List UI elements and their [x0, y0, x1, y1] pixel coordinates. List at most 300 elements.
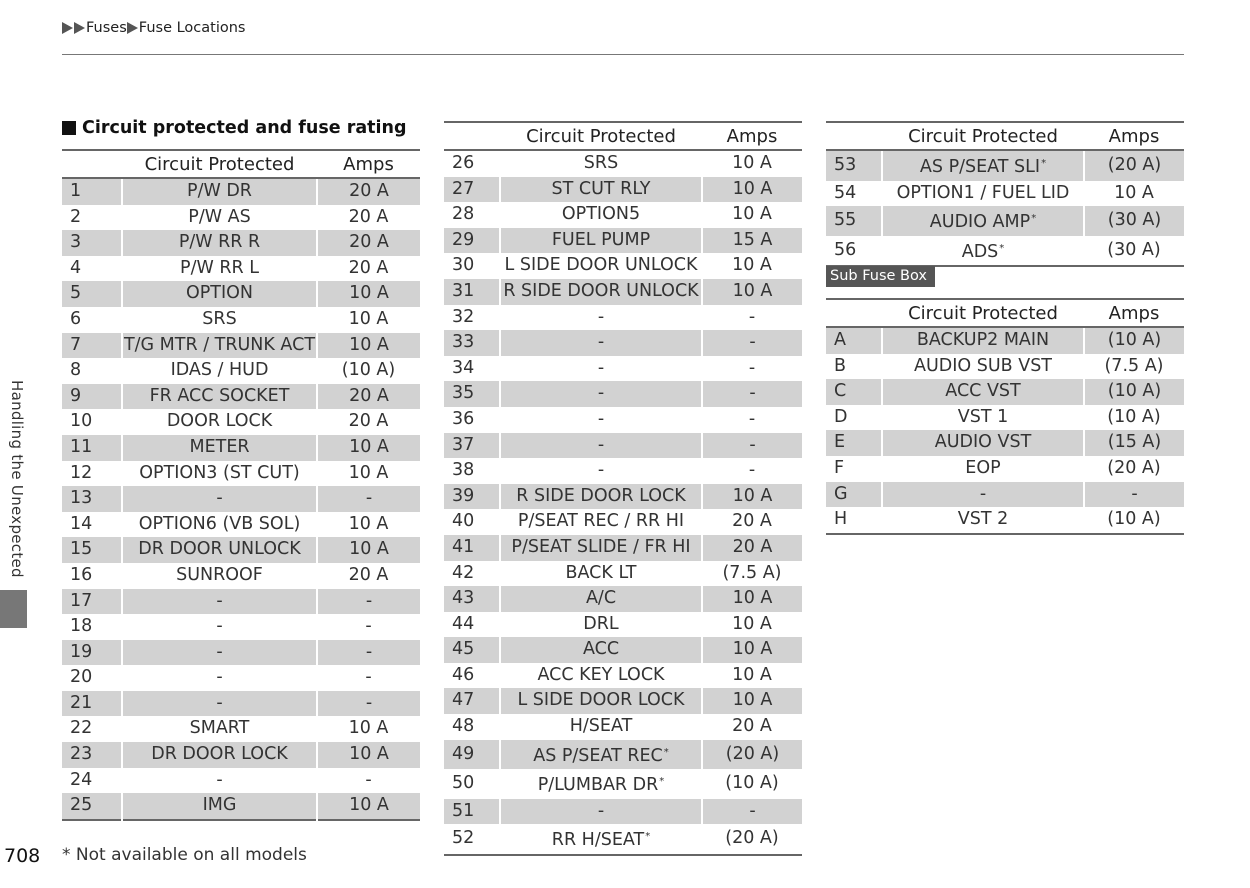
fuse-row — [444, 253, 802, 279]
fuse-number: 37 — [444, 433, 500, 459]
fuse-amps: - — [748, 306, 756, 327]
fuse-number: 6 — [70, 308, 82, 329]
fuse-row — [444, 586, 802, 612]
fuse-amps: - — [748, 408, 756, 429]
fuse-number: 33 — [444, 330, 500, 356]
circuit-protected — [122, 742, 317, 768]
circuit-protected — [500, 586, 702, 612]
header-divider — [62, 54, 1184, 55]
arrow-icon — [62, 22, 73, 34]
fuse-number: 22 — [70, 718, 93, 739]
circuit-name: OPTION — [185, 283, 254, 304]
circuit-name: - — [216, 667, 223, 688]
fuse-row — [444, 824, 802, 855]
circuit-name: - — [216, 590, 223, 611]
fuse-amps: 10 A — [732, 664, 772, 685]
circuit-name: - — [979, 483, 987, 504]
circuit-name: R SIDE DOOR LOCK — [516, 485, 686, 506]
circuit-protected — [122, 409, 317, 435]
fuse-row — [62, 537, 420, 563]
circuit-protected — [882, 456, 1084, 482]
circuit-name: IDAS / HUD — [170, 360, 269, 381]
fuse-row — [444, 663, 802, 689]
not-all-models-mark: * — [1041, 158, 1047, 169]
breadcrumb — [62, 20, 246, 36]
fuse-amps: 10 A — [732, 153, 772, 173]
fuse-amps: 10 A — [1114, 182, 1154, 203]
circuit-name: DOOR LOCK — [166, 411, 273, 432]
fuse-amps: - — [1084, 482, 1184, 508]
fuse-row — [62, 793, 420, 820]
circuit-name: AUDIO SUB VST — [913, 355, 1052, 376]
circuit-protected — [122, 768, 317, 794]
fuse-amps: 10 A — [317, 435, 420, 461]
fuse-row — [444, 458, 802, 484]
circuit-protected — [882, 354, 1084, 380]
circuit-name: DR DOOR LOCK — [151, 744, 288, 765]
fuse-row — [444, 356, 802, 382]
circuit-name: OPTION3 (ST CUT) — [139, 462, 300, 483]
circuit-protected — [882, 150, 1084, 181]
circuit-protected — [122, 486, 317, 512]
circuit-protected — [122, 333, 317, 359]
breadcrumb-item-fuses[interactable]: Fuses — [86, 20, 127, 36]
fuse-row — [62, 640, 420, 666]
circuit-name: DRL — [583, 613, 619, 634]
header-amps: Amps — [702, 122, 802, 150]
fuse-number: 45 — [444, 637, 500, 663]
circuit-protected — [500, 458, 702, 484]
circuit-name: VST 1 — [957, 406, 1009, 427]
fuse-amps: 20 A — [348, 257, 389, 278]
fuse-number: 28 — [452, 204, 475, 225]
fuse-number: 24 — [70, 769, 93, 790]
fuse-amps: 10 A — [317, 281, 420, 307]
fuse-number: 30 — [452, 255, 475, 276]
fuse-number: 38 — [452, 460, 475, 481]
circuit-name: A/C — [585, 588, 617, 609]
fuse-row — [62, 691, 420, 717]
circuit-name: P/W AS — [188, 206, 251, 227]
circuit-protected — [122, 793, 317, 820]
circuit-protected — [882, 236, 1084, 267]
fuse-row — [62, 742, 420, 768]
circuit-protected — [500, 253, 702, 279]
fuse-row — [826, 456, 1184, 482]
fuse-amps: (30 A) — [1107, 239, 1161, 260]
fuse-amps: 20 A — [732, 511, 772, 532]
fuse-table-26-52 — [444, 121, 802, 856]
circuit-protected — [882, 206, 1084, 236]
circuit-name: - — [597, 800, 605, 821]
fuse-amps: 20 A — [348, 206, 389, 227]
circuit-name: SMART — [189, 718, 250, 739]
arrow-icon — [74, 22, 85, 34]
circuit-name: - — [597, 332, 605, 353]
fuse-number: 32 — [452, 306, 475, 327]
fuse-amps: 20 A — [348, 411, 389, 432]
circuit-protected — [500, 663, 702, 689]
not-all-models-mark: * — [999, 242, 1005, 254]
circuit-protected — [500, 305, 702, 331]
arrow-icon — [127, 22, 138, 34]
fuse-amps: 20 A — [732, 716, 772, 737]
circuit-name: OPTION5 — [561, 204, 641, 225]
fuse-row — [444, 714, 802, 740]
fuse-row — [62, 281, 420, 307]
fuse-row — [444, 433, 802, 459]
fuse-number: 48 — [452, 716, 475, 737]
circuit-protected — [122, 640, 317, 666]
fuse-amps: 10 A — [348, 308, 389, 329]
fuse-number: 55 — [826, 206, 882, 236]
fuse-amps: - — [317, 589, 420, 615]
fuse-number: 43 — [444, 586, 500, 612]
circuit-protected — [500, 381, 702, 407]
circuit-name: SUNROOF — [176, 564, 263, 585]
circuit-protected — [882, 379, 1084, 405]
circuit-name: ACC KEY LOCK — [537, 664, 665, 685]
fuse-row — [62, 409, 420, 435]
fuse-row — [62, 205, 420, 231]
circuit-protected — [500, 769, 702, 799]
fuse-number: 5 — [62, 281, 122, 307]
fuse-amps: (7.5 A) — [1104, 355, 1164, 376]
fuse-amps: (15 A) — [1084, 430, 1184, 456]
fuse-amps: (10 A) — [1084, 327, 1184, 354]
fuse-number: 54 — [834, 182, 857, 203]
fuse-number: A — [826, 327, 882, 354]
fuse-amps: 10 A — [702, 637, 802, 663]
circuit-name: T/G MTR / TRUNK ACT — [123, 334, 316, 355]
fuse-amps: 20 A — [317, 384, 420, 410]
not-all-models-mark: * — [659, 776, 665, 788]
fuse-number: 18 — [70, 616, 93, 637]
square-bullet-icon — [62, 121, 76, 135]
circuit-name: AUDIO VST — [934, 432, 1032, 453]
header-no — [826, 122, 882, 150]
fuse-number: 13 — [62, 486, 122, 512]
fuse-number: 26 — [452, 153, 475, 173]
fuse-row — [444, 177, 802, 203]
fuse-number: 3 — [62, 230, 122, 256]
circuit-name: SRS — [583, 153, 619, 173]
header-circuit: Circuit Protected — [500, 122, 702, 150]
circuit-name: VST 2 — [957, 509, 1009, 530]
circuit-protected — [500, 330, 702, 356]
header-amps: Amps — [317, 150, 420, 178]
circuit-name: P/W RR L — [180, 257, 259, 278]
fuse-row — [826, 430, 1184, 456]
circuit-protected — [500, 407, 702, 433]
fuse-amps: (20 A) — [725, 828, 779, 849]
fuse-number: 15 — [62, 537, 122, 563]
circuit-protected — [882, 327, 1084, 354]
fuse-number: 19 — [62, 640, 122, 666]
circuit-protected — [500, 177, 702, 203]
fuse-number: 35 — [444, 381, 500, 407]
fuse-number: C — [826, 379, 882, 405]
fuse-number: D — [834, 406, 848, 427]
fuse-amps: (10 A) — [1107, 406, 1161, 427]
fuse-amps: (20 A) — [702, 740, 802, 770]
circuit-name: SRS — [202, 308, 237, 329]
fuse-number: 29 — [444, 228, 500, 254]
fuse-amps: (10 A) — [725, 773, 779, 794]
circuit-name: L SIDE DOOR UNLOCK — [504, 255, 698, 276]
circuit-protected — [500, 433, 702, 459]
fuse-row — [62, 589, 420, 615]
fuse-number: 4 — [70, 257, 82, 278]
fuse-amps: - — [748, 357, 756, 378]
fuse-amps: 10 A — [317, 537, 420, 563]
fuse-number: 44 — [452, 613, 475, 634]
fuse-row — [826, 150, 1184, 181]
fuse-number: 12 — [70, 462, 93, 483]
section-title — [62, 118, 407, 138]
circuit-name: RR H/SEAT — [551, 830, 645, 851]
fuse-row — [826, 236, 1184, 267]
circuit-name: - — [597, 408, 605, 429]
fuse-amps: (10 A) — [1107, 509, 1161, 530]
circuit-protected — [500, 509, 702, 535]
fuse-amps: 10 A — [317, 793, 420, 820]
fuse-number: 21 — [62, 691, 122, 717]
fuse-amps: (20 A) — [1084, 150, 1184, 181]
fuse-amps: - — [317, 486, 420, 512]
fuse-row — [444, 769, 802, 799]
not-all-models-mark: * — [645, 831, 651, 843]
fuse-amps: - — [365, 769, 372, 790]
header-no — [826, 299, 882, 327]
fuse-amps: (10 A) — [341, 360, 396, 381]
fuse-number: 51 — [444, 799, 500, 825]
fuse-amps: - — [317, 640, 420, 666]
fuse-number: 11 — [62, 435, 122, 461]
fuse-number: 36 — [452, 408, 475, 429]
fuse-row — [62, 256, 420, 282]
fuse-row — [62, 512, 420, 538]
circuit-name: H/SEAT — [569, 716, 633, 737]
circuit-name: OPTION6 (VB SOL) — [138, 513, 301, 534]
fuse-row — [444, 150, 802, 177]
fuse-number: 16 — [70, 564, 93, 585]
circuit-protected — [122, 614, 317, 640]
fuse-amps: (10 A) — [1084, 379, 1184, 405]
fuse-number: 56 — [834, 239, 857, 260]
circuit-protected — [122, 461, 317, 487]
circuit-protected — [882, 482, 1084, 508]
header-circuit: Circuit Protected — [122, 150, 317, 178]
fuse-amps: 20 A — [317, 178, 420, 205]
fuse-amps: - — [365, 667, 372, 688]
circuit-protected — [500, 688, 702, 714]
fuse-row — [444, 740, 802, 770]
circuit-name: IMG — [202, 795, 237, 816]
circuit-protected — [122, 537, 317, 563]
circuit-name: - — [597, 306, 605, 327]
fuse-number: 46 — [452, 664, 475, 685]
circuit-name: METER — [189, 436, 250, 457]
circuit-protected — [500, 279, 702, 305]
fuse-number: 49 — [444, 740, 500, 770]
circuit-name: EOP — [965, 457, 1001, 478]
fuse-number: E — [826, 430, 882, 456]
fuse-amps: 10 A — [317, 742, 420, 768]
fuse-amps: 10 A — [702, 586, 802, 612]
fuse-number: 34 — [452, 357, 475, 378]
fuse-number: 53 — [826, 150, 882, 181]
fuse-row — [444, 484, 802, 510]
circuit-name: L SIDE DOOR LOCK — [517, 690, 685, 711]
sub-fuse-box-table — [826, 298, 1184, 535]
fuse-row — [444, 202, 802, 228]
not-all-models-mark: * — [663, 746, 669, 758]
fuse-amps: - — [702, 330, 802, 356]
circuit-protected — [500, 714, 702, 740]
fuse-number: 14 — [70, 513, 93, 534]
circuit-name: - — [216, 616, 223, 637]
fuse-number: 9 — [62, 384, 122, 410]
fuse-amps: 10 A — [702, 279, 802, 305]
fuse-row — [62, 333, 420, 359]
fuse-row — [62, 486, 420, 512]
fuse-amps: - — [365, 616, 372, 637]
section-title-text: Circuit protected and fuse rating — [82, 118, 407, 138]
fuse-amps: (7.5 A) — [722, 562, 782, 583]
fuse-amps: - — [748, 460, 756, 481]
header-no — [62, 150, 122, 178]
fuse-number: 10 — [70, 411, 93, 432]
fuse-row — [444, 330, 802, 356]
fuse-row — [444, 279, 802, 305]
fuse-row — [62, 563, 420, 589]
fuse-row — [826, 379, 1184, 405]
fuse-table-53-56 — [826, 121, 1184, 267]
fuse-number: G — [826, 482, 882, 508]
fuse-amps: - — [702, 381, 802, 407]
fuse-row — [62, 665, 420, 691]
circuit-name: - — [597, 383, 605, 404]
circuit-protected — [122, 563, 317, 589]
breadcrumb-item-fuse-locations[interactable]: Fuse Locations — [138, 20, 246, 36]
fuse-row — [444, 799, 802, 825]
fuse-amps: 10 A — [702, 484, 802, 510]
fuse-amps: 20 A — [702, 535, 802, 561]
circuit-protected — [500, 484, 702, 510]
circuit-name: - — [216, 692, 223, 713]
fuse-row — [444, 381, 802, 407]
fuse-amps: 10 A — [348, 513, 389, 534]
fuse-number: H — [834, 509, 848, 530]
circuit-name: OPTION1 / FUEL LID — [896, 182, 1070, 203]
circuit-protected — [500, 356, 702, 382]
circuit-protected — [500, 799, 702, 825]
fuse-row — [62, 358, 420, 384]
fuse-amps: 10 A — [732, 255, 772, 276]
circuit-protected — [882, 507, 1084, 534]
fuse-row — [444, 688, 802, 714]
circuit-protected — [122, 358, 317, 384]
page-number: 708 — [4, 845, 41, 867]
circuit-protected — [500, 740, 702, 770]
fuse-row — [826, 482, 1184, 508]
fuse-number: 31 — [444, 279, 500, 305]
circuit-name: P/LUMBAR DR — [537, 775, 659, 796]
fuse-row — [444, 305, 802, 331]
circuit-protected — [882, 181, 1084, 207]
fuse-table-1-25 — [62, 149, 420, 821]
circuit-protected — [500, 561, 702, 587]
fuse-row — [62, 716, 420, 742]
circuit-protected — [882, 430, 1084, 456]
circuit-protected — [882, 405, 1084, 431]
fuse-amps: (30 A) — [1084, 206, 1184, 236]
circuit-protected — [122, 512, 317, 538]
fuse-row — [444, 509, 802, 535]
circuit-name: - — [597, 357, 605, 378]
circuit-name: P/SEAT REC / RR HI — [517, 511, 685, 532]
fuse-row — [62, 435, 420, 461]
fuse-row — [62, 307, 420, 333]
sub-fuse-box-label: Sub Fuse Box — [826, 266, 935, 287]
footnote: * Not available on all models — [62, 845, 307, 865]
circuit-protected — [122, 281, 317, 307]
fuse-row — [62, 384, 420, 410]
fuse-amps: 15 A — [702, 228, 802, 254]
fuse-row — [444, 407, 802, 433]
fuse-row — [444, 535, 802, 561]
circuit-protected — [500, 228, 702, 254]
circuit-name: - — [597, 434, 605, 455]
chapter-side-tab[interactable]: Handling the Unexpected — [8, 380, 26, 578]
circuit-name: BACK LT — [565, 562, 637, 583]
circuit-protected — [122, 435, 317, 461]
header-circuit: Circuit Protected — [882, 299, 1084, 327]
circuit-protected — [122, 178, 317, 205]
fuse-row — [444, 561, 802, 587]
circuit-name: FUEL PUMP — [551, 229, 651, 250]
not-all-models-mark: * — [1031, 213, 1037, 225]
fuse-amps: 10 A — [702, 688, 802, 714]
circuit-protected — [122, 230, 317, 256]
fuse-amps: 20 A — [348, 564, 389, 585]
fuse-row — [62, 230, 420, 256]
fuse-amps: 10 A — [732, 613, 772, 634]
fuse-number: F — [834, 457, 845, 478]
circuit-protected — [122, 691, 317, 717]
fuse-row — [444, 637, 802, 663]
circuit-name: - — [216, 488, 223, 509]
circuit-protected — [122, 665, 317, 691]
circuit-protected — [122, 307, 317, 333]
circuit-name: - — [597, 460, 605, 481]
header-no — [444, 122, 500, 150]
fuse-number: 39 — [444, 484, 500, 510]
circuit-protected — [500, 637, 702, 663]
fuse-number: 52 — [452, 828, 475, 849]
fuse-amps: - — [317, 691, 420, 717]
circuit-name: P/SEAT SLIDE / FR HI — [511, 536, 691, 557]
circuit-protected — [500, 535, 702, 561]
fuse-amps: 20 A — [317, 230, 420, 256]
circuit-name: FR ACC SOCKET — [149, 385, 290, 406]
fuse-amps: 10 A — [732, 204, 772, 225]
fuse-number: 27 — [444, 177, 500, 203]
fuse-number: 23 — [62, 742, 122, 768]
circuit-protected — [500, 150, 702, 177]
fuse-row — [62, 178, 420, 205]
